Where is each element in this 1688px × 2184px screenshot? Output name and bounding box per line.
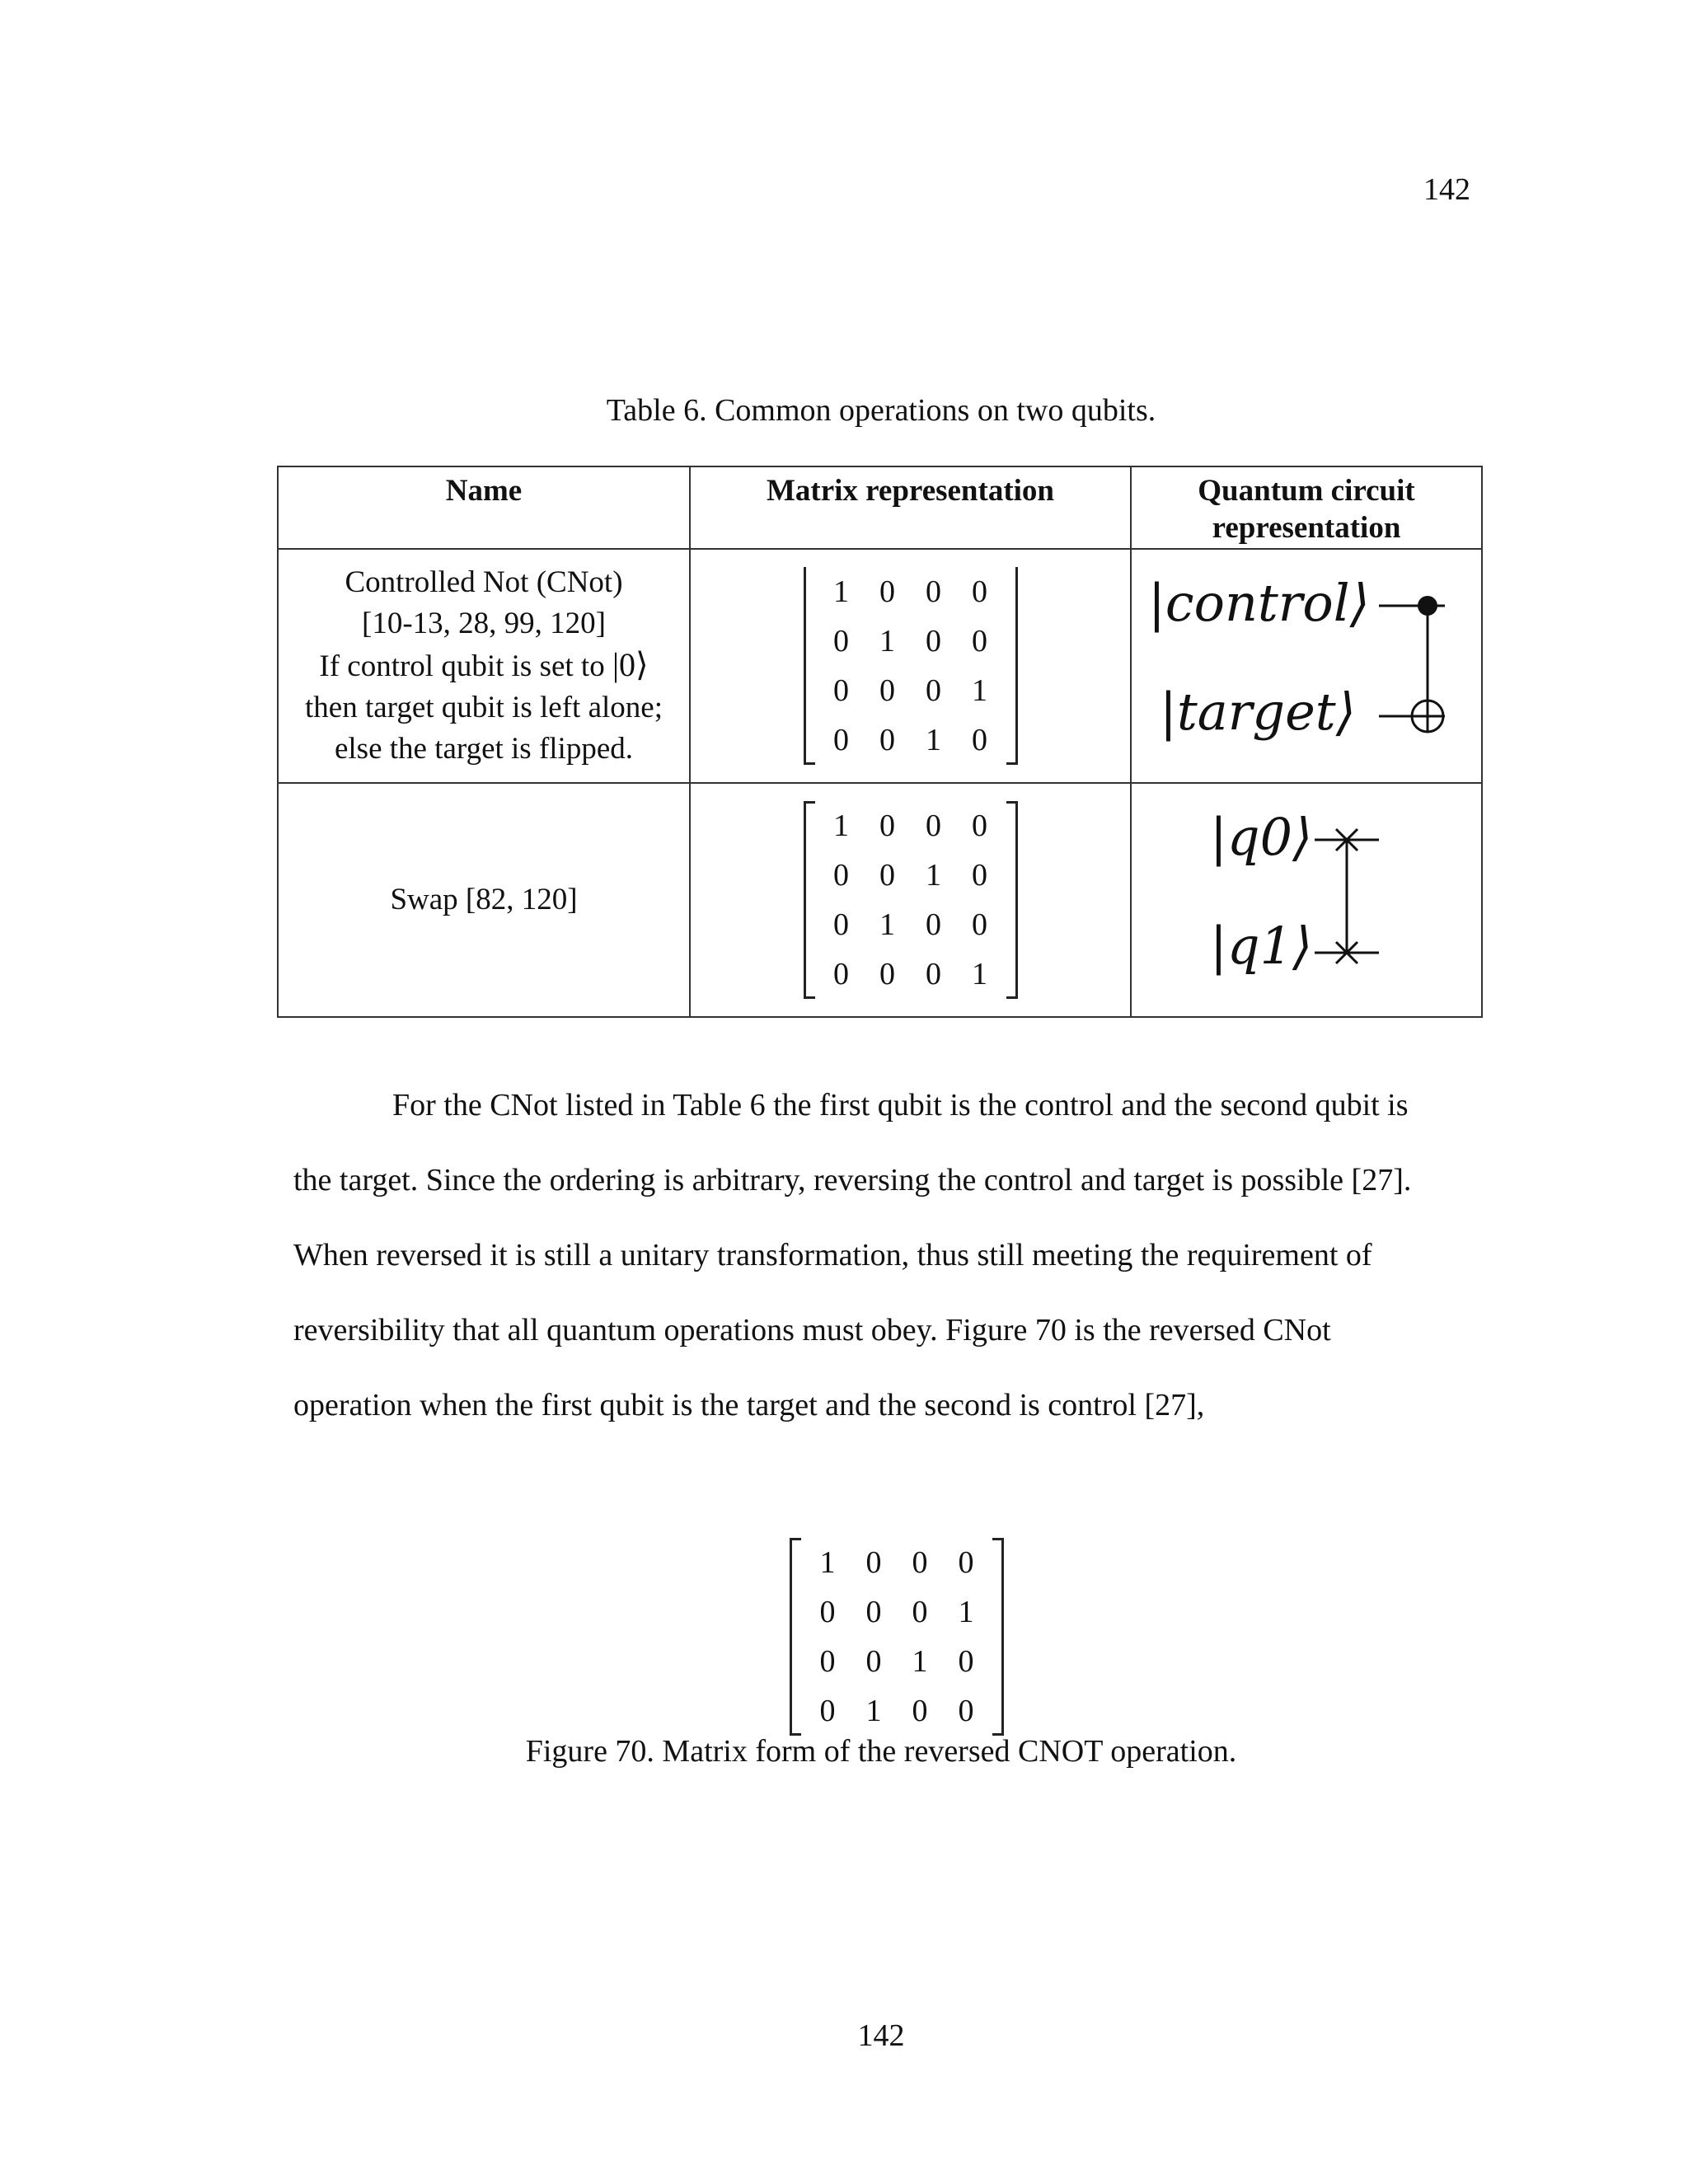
control-ket-label: |control⟩ xyxy=(1148,573,1370,633)
swap-circuit-diagram xyxy=(1132,784,1486,1016)
cnot-gate-icon xyxy=(1132,550,1486,782)
paragraph-line: the target. Since the ordering is arbitrary, reversing the control and target is possible [27]. xyxy=(293,1163,1412,1197)
cnot-name-line: Controlled Not (CNot) xyxy=(345,565,623,599)
swap-circuit-cell xyxy=(1131,783,1482,1017)
cnot-desc-line: else the target is flipped. xyxy=(334,732,633,766)
page-number-bottom: 142 xyxy=(857,2018,905,2053)
cnot-refs-line: [10-13, 28, 99, 120] xyxy=(362,607,606,640)
header-name: Name xyxy=(278,466,690,549)
cnot-desc-line: then target qubit is left alone; xyxy=(305,691,663,724)
cnot-matrix-cell xyxy=(690,549,1131,783)
paragraph-line: reversibility that all quantum operations must obey. Figure 70 is the reversed CNot xyxy=(293,1313,1331,1347)
swap-matrix-cell xyxy=(690,783,1131,1017)
cnot-desc-line: If control qubit is set to |0⟩ xyxy=(319,646,649,683)
header-matrix: Matrix representation xyxy=(690,466,1131,549)
cnot-circuit-diagram xyxy=(1132,550,1486,782)
table-row xyxy=(278,549,1482,783)
swap-name-cell xyxy=(278,783,690,1017)
cnot-name-cell xyxy=(278,549,690,783)
table-caption: Table 6. Common operations on two qubits. xyxy=(606,393,1156,428)
zero-ket: |0⟩ xyxy=(612,646,649,683)
paragraph-line: operation when the first qubit is the target and the second is control [27], xyxy=(293,1388,1205,1422)
operations-table xyxy=(277,466,1483,1018)
cnot-matrix: 1 0 0 0 0 1 0 0 0 0 0 1 0 0 1 0 xyxy=(691,567,1130,765)
figure-70-matrix: 1 0 0 0 0 0 0 1 0 0 1 0 0 1 0 0 xyxy=(790,1538,1004,1736)
body-paragraph xyxy=(293,1068,1465,1443)
q0-ket-label: |q0⟩ xyxy=(1210,807,1313,867)
swap-gate-icon xyxy=(1132,784,1486,1016)
page-number-top: 142 xyxy=(1423,172,1470,207)
paragraph-line: When reversed it is still a unitary transformation, thus still meeting the requirement of xyxy=(293,1238,1372,1272)
table-row xyxy=(278,783,1482,1017)
cnot-circuit-cell xyxy=(1131,549,1482,783)
paragraph-line: For the CNot listed in Table 6 the first qubit is the control and the second qubit is xyxy=(392,1088,1409,1122)
swap-name-line: Swap [82, 120] xyxy=(390,883,578,916)
target-ket-label: |target⟩ xyxy=(1160,682,1356,742)
figure-caption: Figure 70. Matrix form of the reversed CNOT operation. xyxy=(525,1734,1237,1769)
table-header-row xyxy=(278,466,1482,549)
q1-ket-label: |q1⟩ xyxy=(1210,916,1313,976)
header-circuit: Quantum circuit representation xyxy=(1131,466,1482,549)
swap-matrix: 1 0 0 0 0 0 1 0 0 1 0 0 0 0 0 1 xyxy=(691,801,1130,999)
